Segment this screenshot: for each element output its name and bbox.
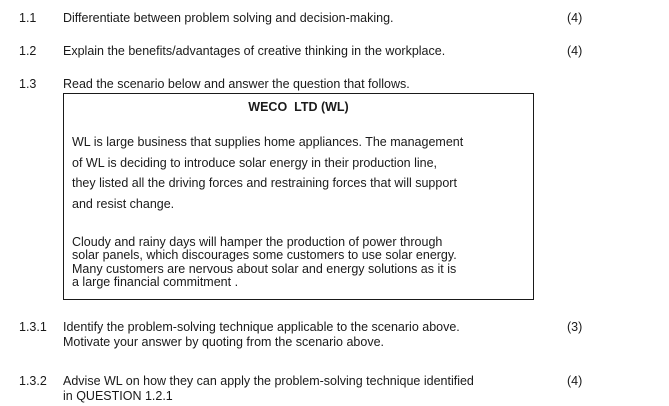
question-marks: (3) <box>567 320 583 334</box>
question-text-line-2: in QUESTION 1.2.1 <box>63 389 173 403</box>
question-text: Explain the benefits/advantages of creative thinking in the workplace. <box>63 44 446 58</box>
scenario-line: a large financial commitment . <box>72 275 239 290</box>
scenario-line: Many customers are nervous about solar and energy solutions as it is <box>72 261 457 276</box>
scenario-line: and resist change. <box>72 197 175 212</box>
scenario-line: WL is large business that supplies home appliances. The management <box>72 135 464 149</box>
question-number: 1.3.2 <box>19 374 47 388</box>
question-marks: (4) <box>567 374 583 388</box>
scenario-line: they listed all the driving forces and restraining forces that will support <box>72 176 457 191</box>
scenario-box <box>63 93 534 300</box>
question-number: 1.3.1 <box>19 320 47 334</box>
question-text: Identify the problem-solving technique applicable to the scenario above. <box>63 320 460 334</box>
question-marks: (4) <box>567 44 583 58</box>
question-number: 1.1 <box>19 11 37 25</box>
question-text: Differentiate between problem solving and decision-making. <box>63 11 394 25</box>
question-text: Advise WL on how they can apply the problem-solving technique identified <box>63 374 474 388</box>
scenario-line: solar panels, which discourages some customers to use solar energy. <box>72 248 457 263</box>
question-number: 1.2 <box>19 44 37 58</box>
question-text: Read the scenario below and answer the question that follows. <box>63 77 410 91</box>
question-number: 1.3 <box>19 77 37 91</box>
scenario-paragraph-2 <box>72 236 527 290</box>
scenario-paragraph-1 <box>72 132 527 215</box>
scenario-line: Cloudy and rainy days will hamper the production of power through <box>72 235 443 249</box>
scenario-line: of WL is deciding to introduce solar energy in their production line, <box>72 155 438 170</box>
question-marks: (4) <box>567 11 583 25</box>
scenario-title: WECO LTD (WL) <box>248 100 349 114</box>
question-text-line-2: Motivate your answer by quoting from the scenario above. <box>63 335 385 349</box>
